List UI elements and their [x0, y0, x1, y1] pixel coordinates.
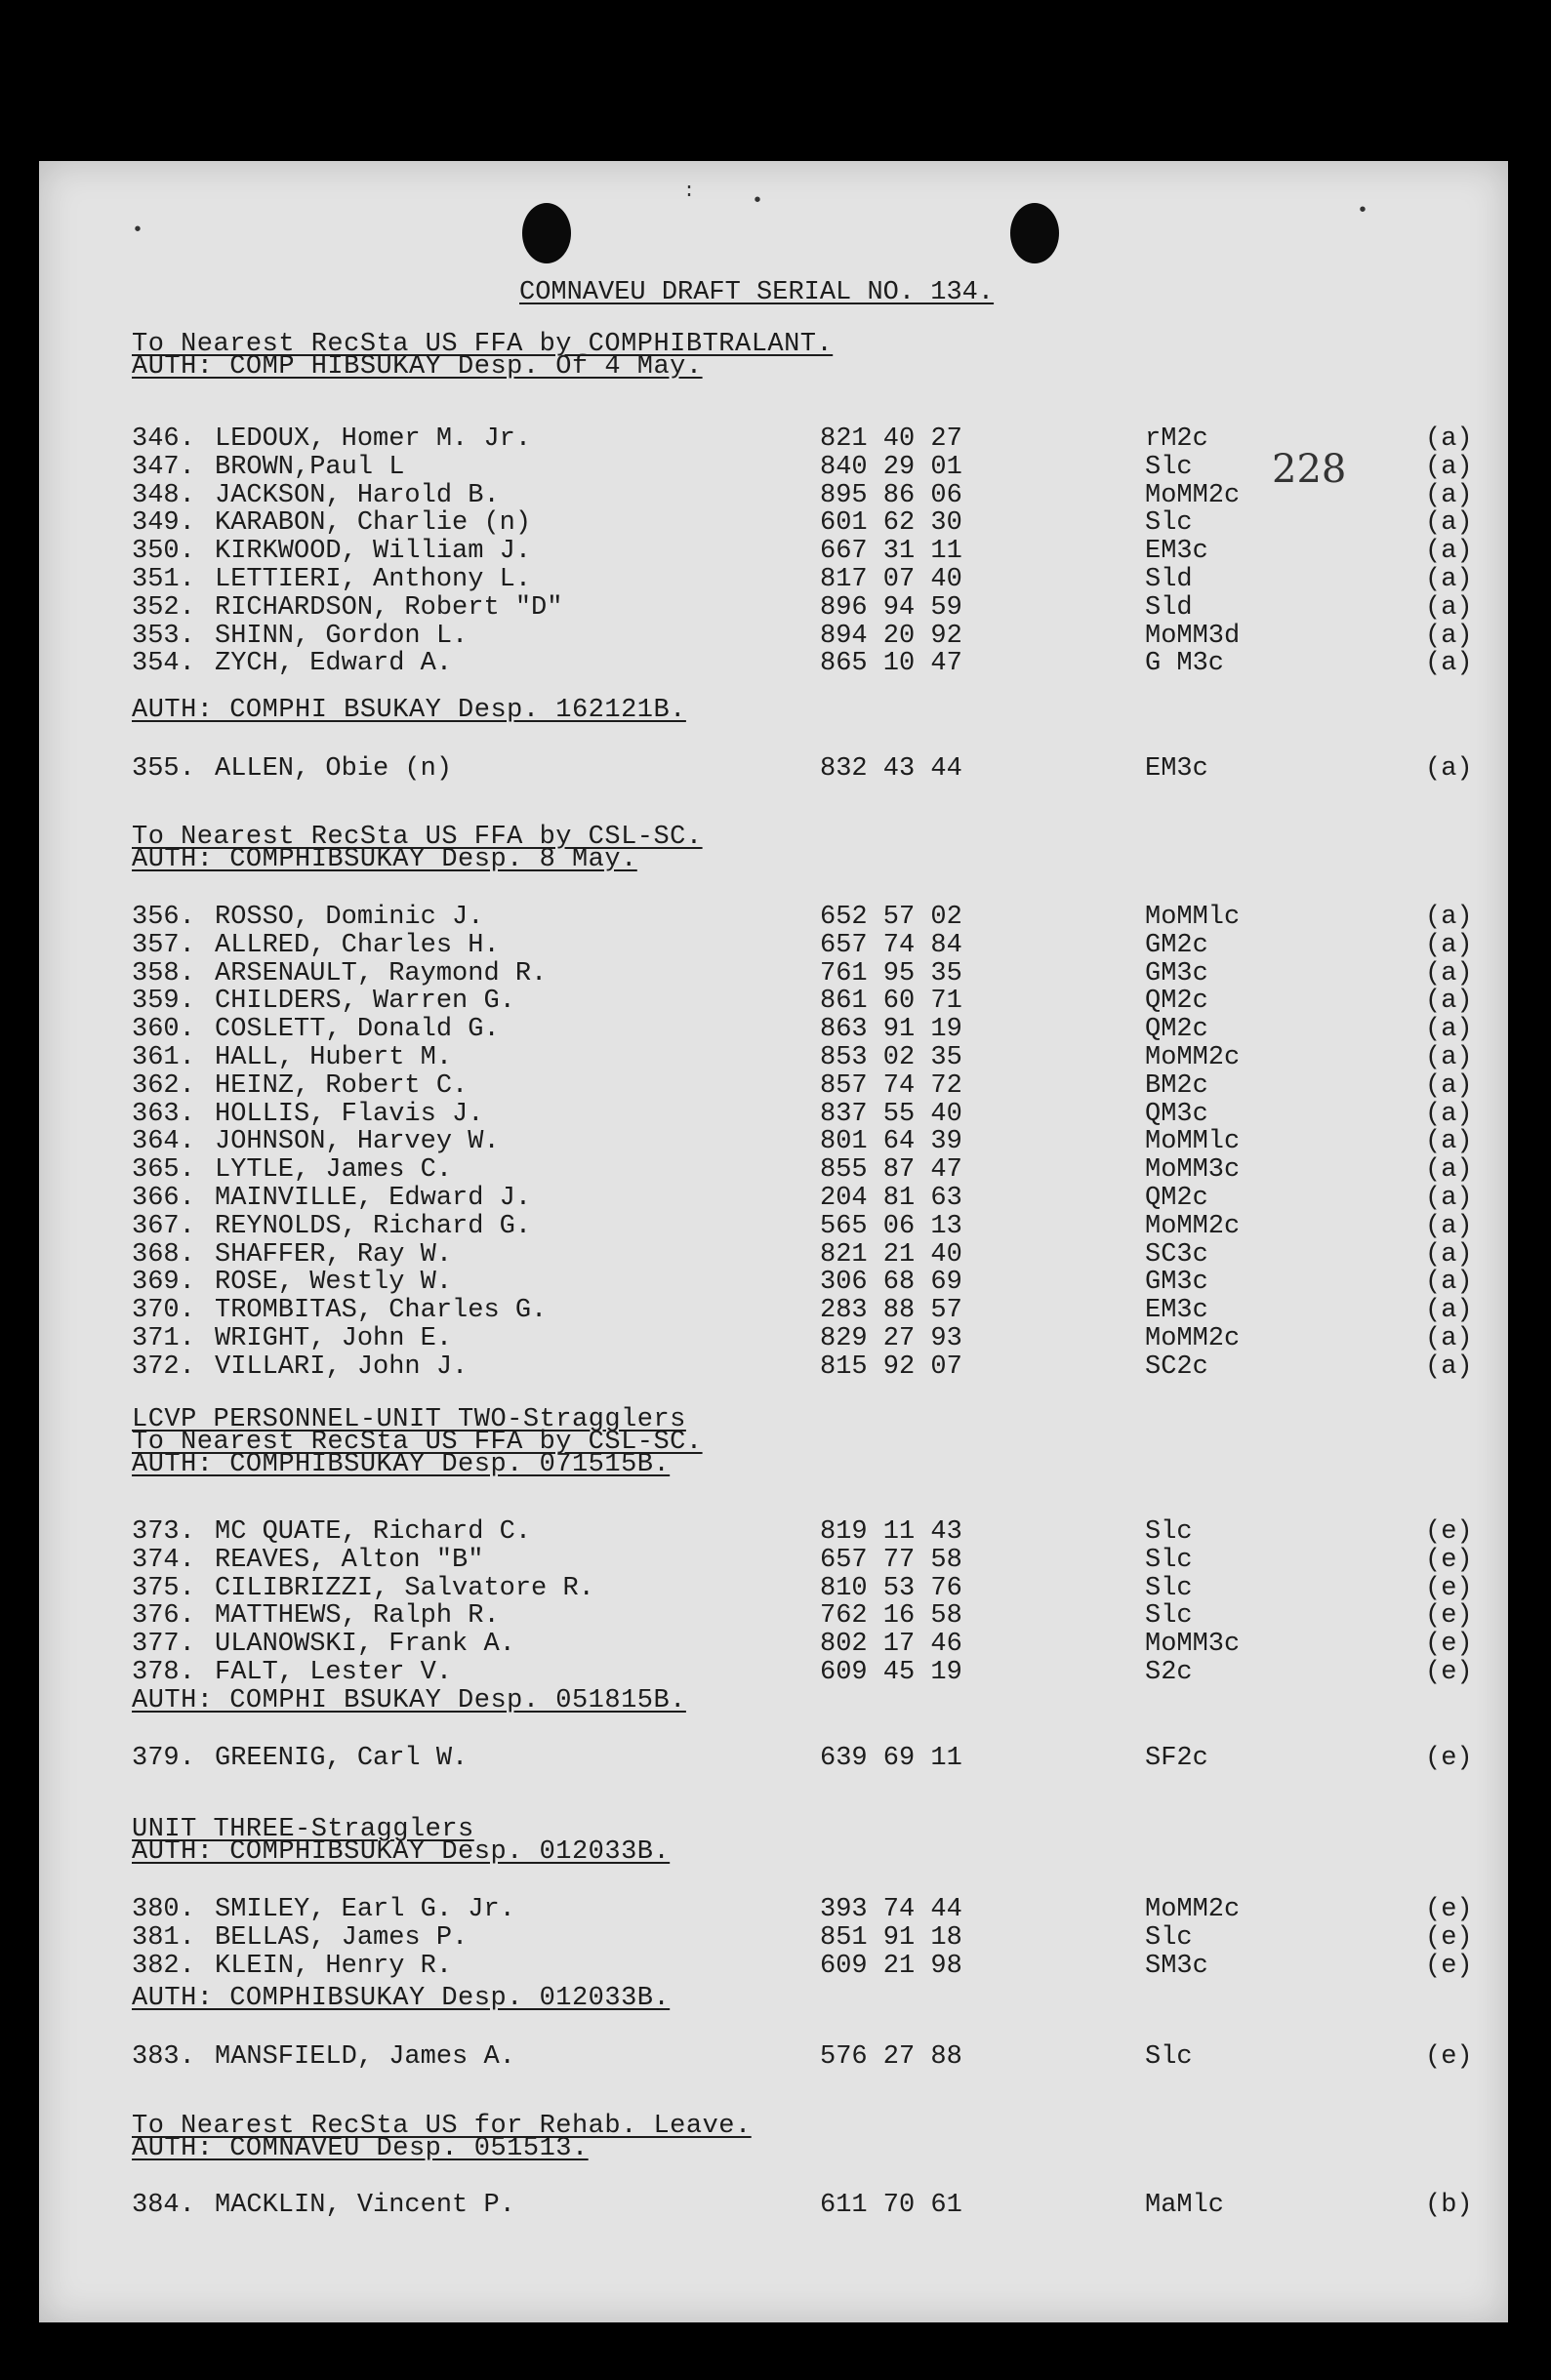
section-header: AUTH: COMNAVEU Desp. 051513.	[132, 2134, 589, 2163]
service-number: 896 94 59	[820, 592, 962, 623]
person-name: HEINZ, Robert C.	[215, 1070, 469, 1101]
roster-row	[132, 1658, 1473, 1687]
status-code: (e)	[1425, 1744, 1473, 1773]
person-name: TROMBITAS, Charles G.	[215, 1296, 548, 1326]
rating: MoMM2c	[1145, 1043, 1241, 1072]
service-number: 565 06 13	[820, 1211, 962, 1241]
roster-row	[132, 958, 1473, 988]
person-name: SHAFFER, Ray W.	[215, 1239, 453, 1270]
rating: GM3c	[1145, 958, 1208, 988]
person-name: LETTIERI, Anthony L.	[215, 565, 532, 594]
status-code: (e)	[1425, 1573, 1473, 1603]
status-code: (a)	[1425, 958, 1473, 988]
person-name: LEDOUX, Homer M. Jr.	[215, 424, 532, 454]
roster-row	[132, 537, 1473, 567]
entry-number: 350.	[132, 537, 195, 567]
entry-number: 376.	[132, 1601, 195, 1632]
document-title: COMNAVEU DRAFT SERIAL NO. 134.	[519, 278, 995, 307]
entry-number: 349.	[132, 508, 195, 539]
section-header: To Nearest RecSta US FFA by CSL-SC.	[132, 1428, 703, 1457]
rating: QM2c	[1145, 987, 1208, 1017]
person-name: ULANOWSKI, Frank A.	[215, 1630, 515, 1660]
rating: Sld	[1145, 565, 1193, 594]
roster-row	[132, 1601, 1473, 1632]
roster-row	[132, 1922, 1473, 1953]
section-header: LCVP PERSONNEL-UNIT TWO-Stragglers	[132, 1405, 686, 1434]
service-number: 601 62 30	[820, 508, 962, 539]
person-name: ALLEN, Obie (n)	[215, 754, 453, 784]
rating: MoMM3c	[1145, 1630, 1241, 1660]
roster-row	[132, 1324, 1473, 1353]
rating: MaMlc	[1145, 2191, 1225, 2220]
person-name: SMILEY, Earl G. Jr.	[215, 1895, 515, 1924]
rating: MoMM2c	[1145, 1895, 1241, 1924]
rating: Slc	[1145, 1601, 1193, 1632]
service-number: 861 60 71	[820, 987, 962, 1017]
status-code: (a)	[1425, 1268, 1473, 1298]
rating: SC3c	[1145, 1239, 1208, 1270]
person-name: GREENIG, Carl W.	[215, 1744, 469, 1773]
roster-row	[132, 1211, 1473, 1241]
section-header: UNIT THREE-Stragglers	[132, 1815, 474, 1844]
service-number: 863 91 19	[820, 1015, 962, 1045]
entry-number: 369.	[132, 1268, 195, 1298]
service-number: 853 02 35	[820, 1043, 962, 1072]
service-number: 840 29 01	[820, 452, 962, 482]
entry-number: 361.	[132, 1043, 195, 1072]
rating: SM3c	[1145, 1951, 1208, 1981]
status-code: (e)	[1425, 1517, 1473, 1547]
entry-number: 365.	[132, 1155, 195, 1186]
section-header: To Nearest RecSta US for Rehab. Leave.	[132, 2112, 752, 2141]
entry-number: 373.	[132, 1517, 195, 1547]
person-name: FALT, Lester V.	[215, 1658, 453, 1687]
status-code: (e)	[1425, 1545, 1473, 1575]
person-name: BELLAS, James P.	[215, 1922, 469, 1953]
person-name: REYNOLDS, Richard G.	[215, 1211, 532, 1241]
entry-number: 362.	[132, 1070, 195, 1101]
section-header: AUTH: COMPHIBSUKAY Desp. 012033B.	[132, 1984, 671, 2013]
roster-row	[132, 480, 1473, 510]
roster-row	[132, 930, 1473, 960]
person-name: WRIGHT, John E.	[215, 1324, 453, 1353]
roster-row	[132, 1573, 1473, 1603]
roster-row	[132, 1043, 1473, 1072]
rating: Slc	[1145, 1922, 1193, 1953]
roster-row	[132, 1239, 1473, 1270]
entry-number: 382.	[132, 1951, 195, 1981]
status-code: (b)	[1425, 2191, 1473, 2220]
roster-row	[132, 1015, 1473, 1045]
rating: MoMM2c	[1145, 1211, 1241, 1241]
service-number: 761 95 35	[820, 958, 962, 988]
roster-row	[132, 592, 1473, 623]
entry-number: 355.	[132, 754, 195, 784]
rating: GM2c	[1145, 930, 1208, 960]
roster-row	[132, 1517, 1473, 1547]
roster-row	[132, 1895, 1473, 1924]
status-code: (e)	[1425, 1922, 1473, 1953]
status-code: (a)	[1425, 1099, 1473, 1129]
service-number: 283 88 57	[820, 1296, 962, 1326]
rating: S2c	[1145, 1658, 1193, 1687]
status-code: (e)	[1425, 1601, 1473, 1632]
service-number: 204 81 63	[820, 1184, 962, 1213]
service-number: 801 64 39	[820, 1127, 962, 1157]
entry-number: 367.	[132, 1211, 195, 1241]
roster-row	[132, 2191, 1473, 2220]
roster-row	[132, 424, 1473, 454]
person-name: MATTHEWS, Ralph R.	[215, 1601, 500, 1632]
rating: QM2c	[1145, 1015, 1208, 1045]
rating: QM2c	[1145, 1184, 1208, 1213]
rating: MoMM3d	[1145, 621, 1241, 651]
entry-number: 379.	[132, 1744, 195, 1773]
entry-number: 346.	[132, 424, 195, 454]
person-name: MC QUATE, Richard C.	[215, 1517, 532, 1547]
roster-row	[132, 987, 1473, 1017]
person-name: ROSSO, Dominic J.	[215, 903, 484, 932]
service-number: 857 74 72	[820, 1070, 962, 1101]
service-number: 829 27 93	[820, 1324, 962, 1353]
status-code: (e)	[1425, 2042, 1473, 2072]
service-number: 821 40 27	[820, 424, 962, 454]
rating: EM3c	[1145, 754, 1208, 784]
status-code: (a)	[1425, 480, 1473, 510]
roster-row	[132, 1099, 1473, 1129]
entry-number: 354.	[132, 649, 195, 679]
handwritten-page-number: 228	[1272, 447, 1347, 492]
rating: MoMM2c	[1145, 480, 1241, 510]
entry-number: 348.	[132, 480, 195, 510]
status-code: (a)	[1425, 424, 1473, 454]
roster-row	[132, 508, 1473, 539]
rating: Slc	[1145, 1573, 1193, 1603]
rating: G M3c	[1145, 649, 1225, 679]
status-code: (a)	[1425, 1184, 1473, 1213]
rating: EM3c	[1145, 1296, 1208, 1326]
service-number: 895 86 06	[820, 480, 962, 510]
service-number: 865 10 47	[820, 649, 962, 679]
rating: MoMM2c	[1145, 1324, 1241, 1353]
entry-number: 370.	[132, 1296, 195, 1326]
person-name: KLEIN, Henry R.	[215, 1951, 453, 1981]
status-code: (a)	[1425, 1296, 1473, 1326]
person-name: REAVES, Alton "B"	[215, 1545, 484, 1575]
status-code: (a)	[1425, 1324, 1473, 1353]
rating: EM3c	[1145, 537, 1208, 567]
service-number: 817 07 40	[820, 565, 962, 594]
service-number: 639 69 11	[820, 1744, 962, 1773]
status-code: (a)	[1425, 987, 1473, 1017]
person-name: KARABON, Charlie (n)	[215, 508, 532, 539]
rating: MoMMlc	[1145, 903, 1241, 932]
service-number: 815 92 07	[820, 1351, 962, 1382]
service-number: 837 55 40	[820, 1099, 962, 1129]
rating: GM3c	[1145, 1268, 1208, 1298]
rating: Slc	[1145, 1517, 1193, 1547]
service-number: 667 31 11	[820, 537, 962, 567]
status-code: (e)	[1425, 1658, 1473, 1687]
rating: Slc	[1145, 508, 1193, 539]
service-number: 821 21 40	[820, 1239, 962, 1270]
section-header: AUTH: COMPHI BSUKAY Desp. 162121B.	[132, 696, 686, 725]
status-code: (a)	[1425, 1043, 1473, 1072]
section-header: AUTH: COMPHI BSUKAY Desp. 051815B.	[132, 1686, 686, 1715]
speck: •	[752, 190, 764, 213]
person-name: RICHARDSON, Robert "D"	[215, 592, 563, 623]
rating: Slc	[1145, 452, 1193, 482]
roster-row	[132, 1744, 1473, 1773]
entry-number: 352.	[132, 592, 195, 623]
status-code: (a)	[1425, 1127, 1473, 1157]
status-code: (a)	[1425, 565, 1473, 594]
status-code: (a)	[1425, 1155, 1473, 1186]
section-header: AUTH: COMPHIBSUKAY Desp. 012033B.	[132, 1837, 671, 1867]
person-name: VILLARI, John J.	[215, 1351, 469, 1382]
entry-number: 383.	[132, 2042, 195, 2072]
entry-number: 353.	[132, 621, 195, 651]
roster-row	[132, 2042, 1473, 2072]
section-header: AUTH: COMPHIBSUKAY Desp. 8 May.	[132, 845, 637, 874]
status-code: (a)	[1425, 1070, 1473, 1101]
person-name: ROSE, Westly W.	[215, 1268, 453, 1298]
person-name: SHINN, Gordon L.	[215, 621, 469, 651]
roster-row	[132, 1155, 1473, 1186]
entry-number: 357.	[132, 930, 195, 960]
rating: MoMMlc	[1145, 1127, 1241, 1157]
entry-number: 356.	[132, 903, 195, 932]
roster-row	[132, 1268, 1473, 1298]
status-code: (a)	[1425, 1239, 1473, 1270]
service-number: 657 77 58	[820, 1545, 962, 1575]
section-header: AUTH: COMP HIBSUKAY Desp. Of 4 May.	[132, 352, 703, 382]
person-name: HOLLIS, Flavis J.	[215, 1099, 484, 1129]
service-number: 609 21 98	[820, 1951, 962, 1981]
person-name: KIRKWOOD, William J.	[215, 537, 532, 567]
status-code: (e)	[1425, 1630, 1473, 1660]
entry-number: 384.	[132, 2191, 195, 2220]
entry-number: 372.	[132, 1351, 195, 1382]
roster-row	[132, 1127, 1473, 1157]
speck: :	[683, 181, 696, 203]
status-code: (e)	[1425, 1951, 1473, 1981]
rating: MoMM3c	[1145, 1155, 1241, 1186]
status-code: (e)	[1425, 1895, 1473, 1924]
service-number: 657 74 84	[820, 930, 962, 960]
person-name: CILIBRIZZI, Salvatore R.	[215, 1573, 594, 1603]
status-code: (a)	[1425, 754, 1473, 784]
status-code: (a)	[1425, 1015, 1473, 1045]
roster-row	[132, 1951, 1473, 1981]
entry-number: 380.	[132, 1895, 195, 1924]
service-number: 851 91 18	[820, 1922, 962, 1953]
roster-row	[132, 1184, 1473, 1213]
section-header: To Nearest RecSta US FFA by CSL-SC.	[132, 823, 703, 852]
service-number: 810 53 76	[820, 1573, 962, 1603]
roster-row	[132, 754, 1473, 784]
entry-number: 366.	[132, 1184, 195, 1213]
status-code: (a)	[1425, 649, 1473, 679]
status-code: (a)	[1425, 1351, 1473, 1382]
service-number: 609 45 19	[820, 1658, 962, 1687]
service-number: 611 70 61	[820, 2191, 962, 2220]
entry-number: 368.	[132, 1239, 195, 1270]
status-code: (a)	[1425, 930, 1473, 960]
status-code: (a)	[1425, 452, 1473, 482]
person-name: ALLRED, Charles H.	[215, 930, 500, 960]
roster-row	[132, 621, 1473, 651]
speck: •	[132, 220, 144, 242]
rating: SC2c	[1145, 1351, 1208, 1382]
entry-number: 378.	[132, 1658, 195, 1687]
person-name: JOHNSON, Harvey W.	[215, 1127, 500, 1157]
person-name: BROWN,Paul L	[215, 452, 405, 482]
entry-number: 360.	[132, 1015, 195, 1045]
service-number: 393 74 44	[820, 1895, 962, 1924]
speck: •	[1357, 200, 1369, 222]
entry-number: 374.	[132, 1545, 195, 1575]
entry-number: 381.	[132, 1922, 195, 1953]
roster-row	[132, 1351, 1473, 1382]
service-number: 802 17 46	[820, 1630, 962, 1660]
status-code: (a)	[1425, 621, 1473, 651]
entry-number: 375.	[132, 1573, 195, 1603]
rating: rM2c	[1145, 424, 1208, 454]
service-number: 576 27 88	[820, 2042, 962, 2072]
entry-number: 377.	[132, 1630, 195, 1660]
service-number: 894 20 92	[820, 621, 962, 651]
document-page	[39, 161, 1508, 2322]
rating: Sld	[1145, 592, 1193, 623]
punch-hole-right	[1010, 203, 1059, 263]
person-name: ARSENAULT, Raymond R.	[215, 958, 548, 988]
roster-row	[132, 1070, 1473, 1101]
service-number: 832 43 44	[820, 754, 962, 784]
roster-row	[132, 1630, 1473, 1660]
service-number: 762 16 58	[820, 1601, 962, 1632]
rating: QM3c	[1145, 1099, 1208, 1129]
rating: Slc	[1145, 1545, 1193, 1575]
roster-row	[132, 565, 1473, 594]
person-name: CHILDERS, Warren G.	[215, 987, 515, 1017]
status-code: (a)	[1425, 537, 1473, 567]
section-header: AUTH: COMPHIBSUKAY Desp. 071515B.	[132, 1450, 671, 1479]
service-number: 855 87 47	[820, 1155, 962, 1186]
status-code: (a)	[1425, 1211, 1473, 1241]
person-name: ZYCH, Edward A.	[215, 649, 453, 679]
status-code: (a)	[1425, 508, 1473, 539]
entry-number: 364.	[132, 1127, 195, 1157]
service-number: 819 11 43	[820, 1517, 962, 1547]
roster-row	[132, 1296, 1473, 1326]
status-code: (a)	[1425, 903, 1473, 932]
entry-number: 371.	[132, 1324, 195, 1353]
entry-number: 363.	[132, 1099, 195, 1129]
status-code: (a)	[1425, 592, 1473, 623]
service-number: 652 57 02	[820, 903, 962, 932]
entry-number: 351.	[132, 565, 195, 594]
person-name: MACKLIN, Vincent P.	[215, 2191, 515, 2220]
entry-number: 358.	[132, 958, 195, 988]
person-name: MAINVILLE, Edward J.	[215, 1184, 532, 1213]
punch-hole-left	[522, 203, 571, 263]
person-name: HALL, Hubert M.	[215, 1043, 453, 1072]
service-number: 306 68 69	[820, 1268, 962, 1298]
section-header: To Nearest RecSta US FFA by COMPHIBTRALANT.	[132, 330, 834, 359]
roster-row	[132, 452, 1473, 482]
rating: BM2c	[1145, 1070, 1208, 1101]
roster-row	[132, 1545, 1473, 1575]
roster-row	[132, 903, 1473, 932]
rating: SF2c	[1145, 1744, 1208, 1773]
rating: Slc	[1145, 2042, 1193, 2072]
person-name: JACKSON, Harold B.	[215, 480, 500, 510]
entry-number: 359.	[132, 987, 195, 1017]
roster-row	[132, 649, 1473, 679]
person-name: COSLETT, Donald G.	[215, 1015, 500, 1045]
entry-number: 347.	[132, 452, 195, 482]
person-name: MANSFIELD, James A.	[215, 2042, 515, 2072]
person-name: LYTLE, James C.	[215, 1155, 453, 1186]
